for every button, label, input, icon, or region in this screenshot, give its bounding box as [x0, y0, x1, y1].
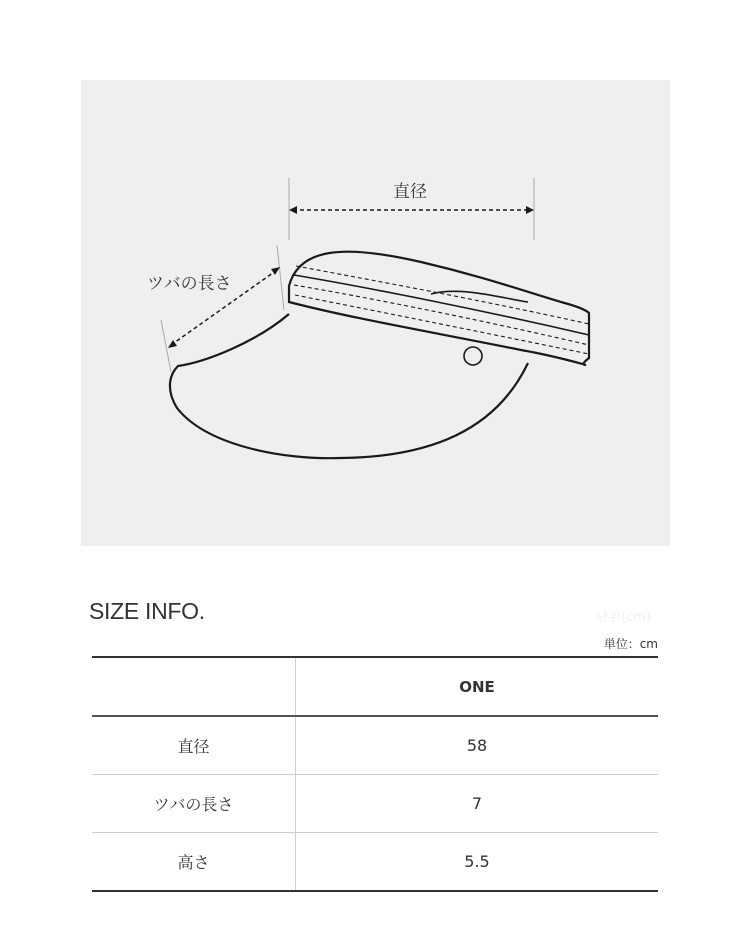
row-value: 7: [296, 775, 659, 833]
diameter-arrowhead-left: [289, 206, 297, 214]
visor-drawing: [81, 80, 670, 546]
table-header-row: [92, 657, 658, 716]
brim-guide-top: [277, 245, 284, 310]
ghost-unit-text: 단위(cm): [596, 610, 652, 625]
diameter-label: 直径: [393, 182, 427, 202]
row-label: 高さ: [92, 833, 296, 892]
row-value: 58: [296, 716, 659, 775]
headband-outline: [289, 252, 589, 365]
table-row: [92, 775, 658, 833]
row-label: 直径: [92, 716, 296, 775]
snap-button: [464, 347, 482, 365]
brim-arrowhead-bottom: [168, 340, 177, 348]
row-value: 5.5: [296, 833, 659, 892]
visor-illustration: [81, 80, 670, 546]
brim-arrowhead-top: [271, 267, 280, 275]
size-table: [92, 656, 658, 892]
table-row: [92, 833, 658, 892]
table-row: [92, 716, 658, 775]
row-label: ツバの長さ: [92, 775, 296, 833]
header-cell-empty: [92, 657, 296, 716]
size-info-title: SIZE INFO.: [89, 598, 205, 624]
diameter-arrowhead-right: [526, 206, 534, 214]
brim-length-label: ツバの長さ: [147, 274, 232, 294]
header-cell-one: ONE: [296, 657, 659, 716]
unit-label: 単位：cm: [603, 637, 658, 651]
